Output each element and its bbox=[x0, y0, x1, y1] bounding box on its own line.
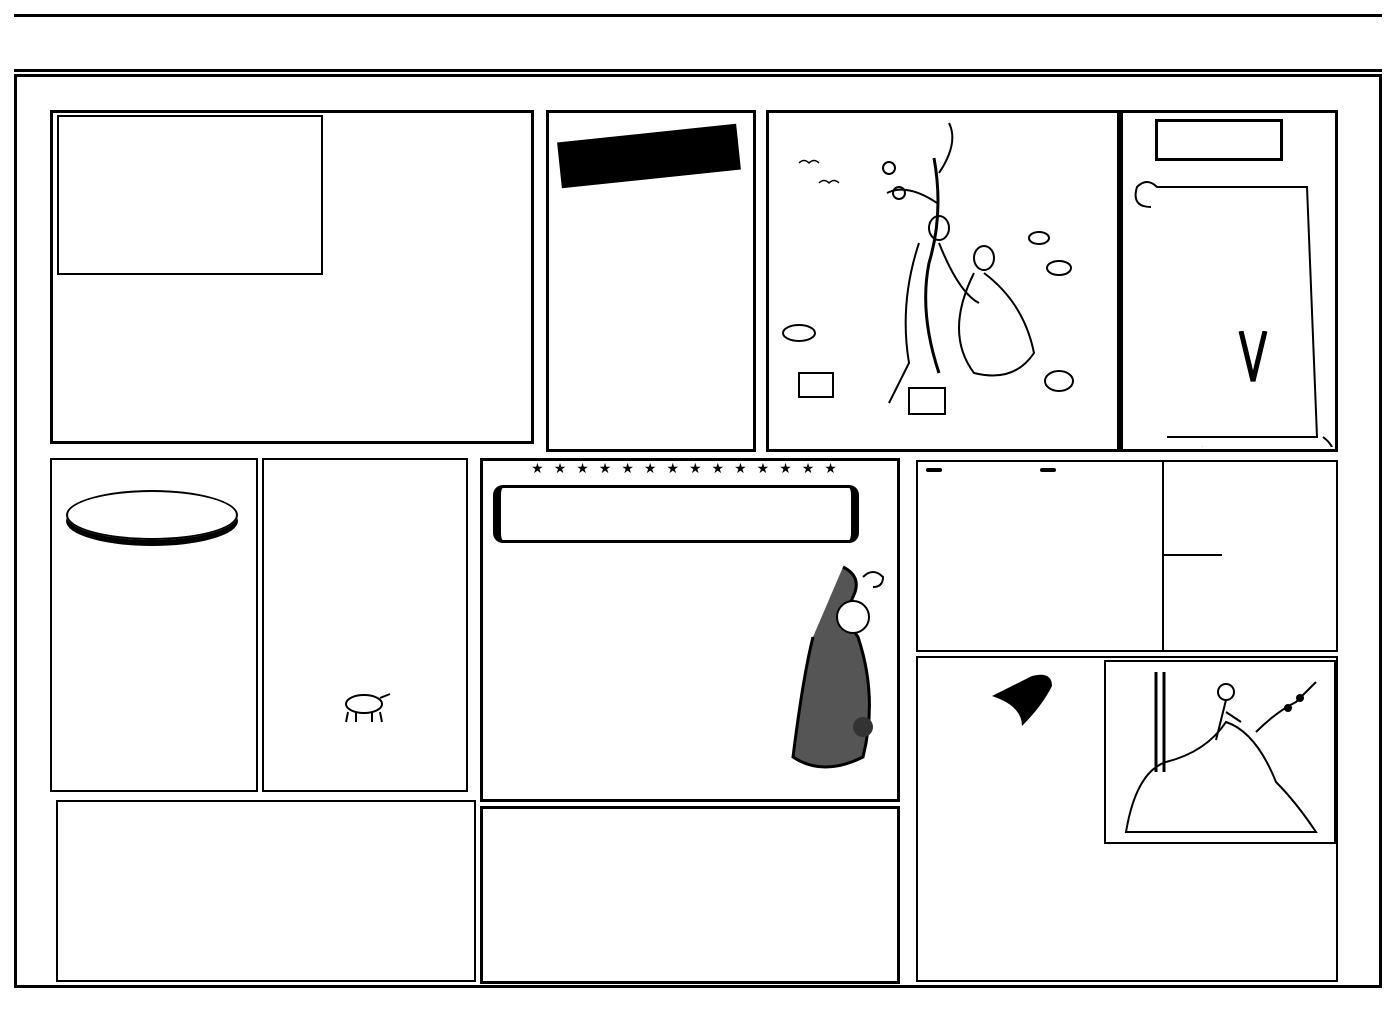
immortal-illustration bbox=[773, 557, 893, 797]
stats-box bbox=[1162, 462, 1222, 650]
ox-icon bbox=[334, 688, 394, 724]
scroll-illustration bbox=[1123, 167, 1335, 447]
stat-divider bbox=[1164, 554, 1222, 556]
open-result-panel bbox=[916, 460, 1338, 652]
mark-six-strip-top bbox=[20, 78, 1370, 106]
liuhe-title bbox=[557, 124, 741, 189]
eight-immortals-panel bbox=[480, 806, 900, 984]
monks-illustration bbox=[769, 113, 1117, 449]
brush-stroke-icon bbox=[988, 666, 1068, 726]
hot-tips-panel bbox=[262, 458, 468, 792]
special-title-plate bbox=[66, 490, 238, 540]
mark-six-strip-right bbox=[1340, 108, 1370, 988]
special-code-panel bbox=[50, 458, 258, 792]
liuhe-panel bbox=[546, 110, 756, 452]
masthead-panel bbox=[50, 110, 534, 444]
results-table-panel bbox=[56, 800, 476, 982]
seek-code-title bbox=[1155, 119, 1283, 161]
explain-panel bbox=[916, 656, 1338, 982]
picture-panel bbox=[766, 110, 1120, 452]
masthead-white-overlay bbox=[57, 115, 323, 275]
mountain-illustration bbox=[1106, 662, 1334, 842]
spirit-code-panel bbox=[480, 458, 900, 802]
arrow-down-icon bbox=[1233, 331, 1273, 391]
seek-code-panel bbox=[1120, 110, 1338, 452]
spirit-title-box bbox=[493, 485, 859, 543]
open-tag-1 bbox=[926, 468, 942, 472]
header-bar bbox=[14, 14, 1382, 72]
open-tag-2 bbox=[1040, 468, 1056, 472]
mark-six-strip-left bbox=[18, 108, 48, 988]
stars-row: ★★★★★★★★★★★★★★ bbox=[531, 461, 847, 477]
explain-illustration-box bbox=[1104, 660, 1336, 844]
